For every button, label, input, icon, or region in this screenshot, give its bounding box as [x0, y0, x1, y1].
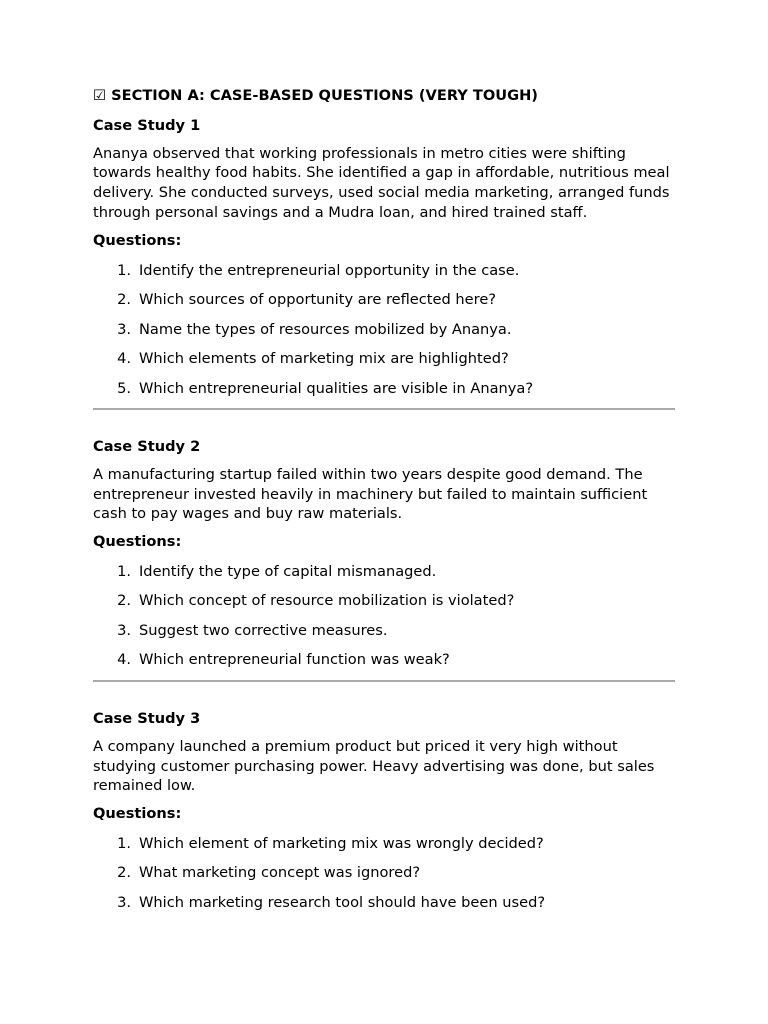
- case-study-2: [93, 437, 675, 670]
- question-item: [93, 834, 675, 854]
- question-number: 2.: [117, 864, 131, 882]
- question-text: Suggest two corrective measures.: [139, 621, 388, 639]
- question-item: [93, 320, 675, 340]
- question-item: [93, 893, 675, 913]
- question-number: 4.: [117, 350, 131, 368]
- question-text: What marketing concept was ignored?: [139, 864, 421, 882]
- question-number: 1.: [117, 261, 131, 279]
- question-number: 4.: [117, 651, 131, 669]
- case-study-text: A company launched a premium product but priced it very high without studying customer purchasing power. Heavy advertising was done, but sales remained low.: [93, 737, 655, 795]
- question-text: Which element of marketing mix was wrongly decided?: [139, 834, 544, 852]
- question-text: Which concept of resource mobilization is violated?: [139, 592, 515, 610]
- question-text: Which entrepreneurial function was weak?: [139, 651, 450, 669]
- question-number: 5.: [117, 379, 131, 397]
- case-study-1: [93, 116, 675, 399]
- case-study-3: [93, 709, 675, 913]
- question-text: Identify the entrepreneurial opportunity in the case.: [139, 261, 520, 279]
- questions-heading: Questions:: [93, 231, 182, 249]
- case-study-text: A manufacturing startup failed within two years despite good demand. The entrepreneur invested heavily in machinery but failed to maintain sufficient cash to pay wages and buy raw materials.: [93, 465, 648, 523]
- question-text: Which entrepreneurial qualities are visible in Ananya?: [139, 379, 534, 397]
- question-number: 1.: [117, 562, 131, 580]
- question-text: Which marketing research tool should have been used?: [139, 893, 546, 911]
- case-study-title: Case Study 3: [93, 709, 201, 727]
- question-item: [93, 290, 675, 310]
- question-text: Name the types of resources mobilized by Ananya.: [139, 320, 512, 338]
- questions-list: [93, 261, 675, 399]
- case-study-title: Case Study 2: [93, 438, 201, 455]
- questions-list: [93, 562, 675, 670]
- section-divider: [93, 680, 675, 682]
- question-item: [93, 650, 675, 670]
- question-item: [93, 591, 675, 611]
- question-item: [93, 261, 675, 281]
- question-text: Identify the type of capital mismanaged.: [139, 562, 437, 580]
- section-title: ☑ SECTION A: CASE-BASED QUESTIONS (VERY TOUGH): [93, 87, 538, 104]
- question-item: [93, 863, 675, 883]
- question-text: Which sources of opportunity are reflected here?: [139, 291, 497, 309]
- case-study-title: Case Study 1: [93, 116, 201, 134]
- question-item: [93, 349, 675, 369]
- questions-list: [93, 834, 675, 913]
- case-study-text: Ananya observed that working professionals in metro cities were shifting towards healthy food habits. She identified a gap in affordable, nutritious meal delivery. She conducted surveys, used social media marketing, arranged funds through personal savings and a Mudra loan, and hired trained staff.: [93, 144, 670, 221]
- question-number: 3.: [117, 893, 131, 911]
- question-number: 3.: [117, 320, 131, 338]
- question-text: Which elements of marketing mix are highlighted?: [139, 350, 509, 368]
- question-number: 3.: [117, 621, 131, 639]
- question-item: [93, 379, 675, 399]
- question-number: 1.: [117, 834, 131, 852]
- question-number: 2.: [117, 592, 131, 610]
- question-item: [93, 562, 675, 582]
- document-content: [93, 86, 675, 922]
- question-item: [93, 621, 675, 641]
- questions-heading: Questions:: [93, 805, 182, 823]
- question-number: 2.: [117, 291, 131, 309]
- section-divider: [93, 408, 675, 410]
- questions-heading: Questions:: [93, 533, 182, 551]
